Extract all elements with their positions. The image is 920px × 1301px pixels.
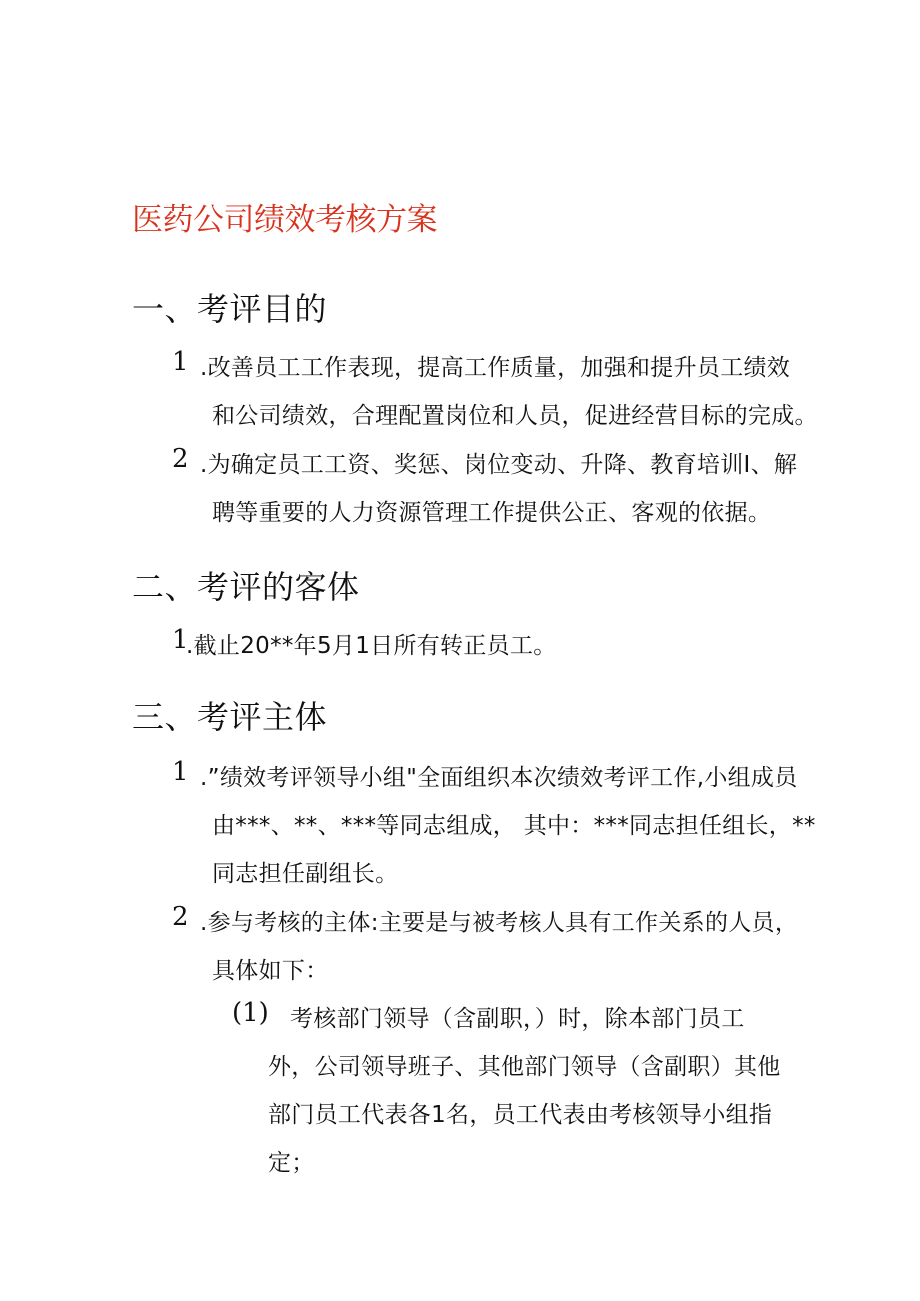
paragraph-line: 由***、**、***等同志组成， 其中：***同志担任组长，** <box>212 813 816 839</box>
list-item-number: 2 <box>172 444 189 474</box>
sub-item-number: (1) <box>232 998 269 1028</box>
paragraph-line: .参与考核的主体:主要是与被考核人具有工作关系的人员， <box>200 910 799 936</box>
paragraph-line: 定； <box>268 1150 315 1176</box>
paragraph-line: 部门员工代表各1名，员工代表由考核领导小组指 <box>268 1102 773 1128</box>
paragraph-line: 考核部门领导（含副职，）时，除本部门员工 <box>290 1006 745 1032</box>
list-item-number: 2 <box>172 902 189 932</box>
document-title: 医药公司绩效考核方案 <box>132 202 437 238</box>
section-heading-purpose: 一、考评目的 <box>132 290 328 328</box>
paragraph-line: 具体如下： <box>212 958 329 984</box>
paragraph-line: .改善员工工作表现，提高工作质量，加强和提升员工绩效 <box>200 355 791 381</box>
list-item-number: 1 <box>172 757 189 787</box>
paragraph-line: .为确定员工工资、奖惩、岗位变动、升降、教育培训I、解 <box>200 452 798 478</box>
paragraph-line: 外，公司领导班子、其他部门领导（含副职）其他 <box>268 1054 781 1080</box>
list-item-number: 1 <box>172 347 189 377</box>
section-heading-subject: 三、考评主体 <box>132 698 328 736</box>
list-item-number: 1 <box>172 625 189 655</box>
paragraph-line: .”绩效考评领导小组"全面组织本次绩效考评工作,小组成员 <box>200 765 798 791</box>
paragraph-line: .截止20**年5月1日所有转正员工。 <box>186 633 557 659</box>
paragraph-line: 同志担任副组长。 <box>212 861 399 887</box>
section-heading-object: 二、考评的客体 <box>132 568 360 606</box>
paragraph-line: 聘等重要的人力资源管理工作提供公正、客观的依据。 <box>212 500 772 526</box>
paragraph-line: 和公司绩效，合理配置岗位和人员，促进经营目标的完成。 <box>212 403 818 429</box>
